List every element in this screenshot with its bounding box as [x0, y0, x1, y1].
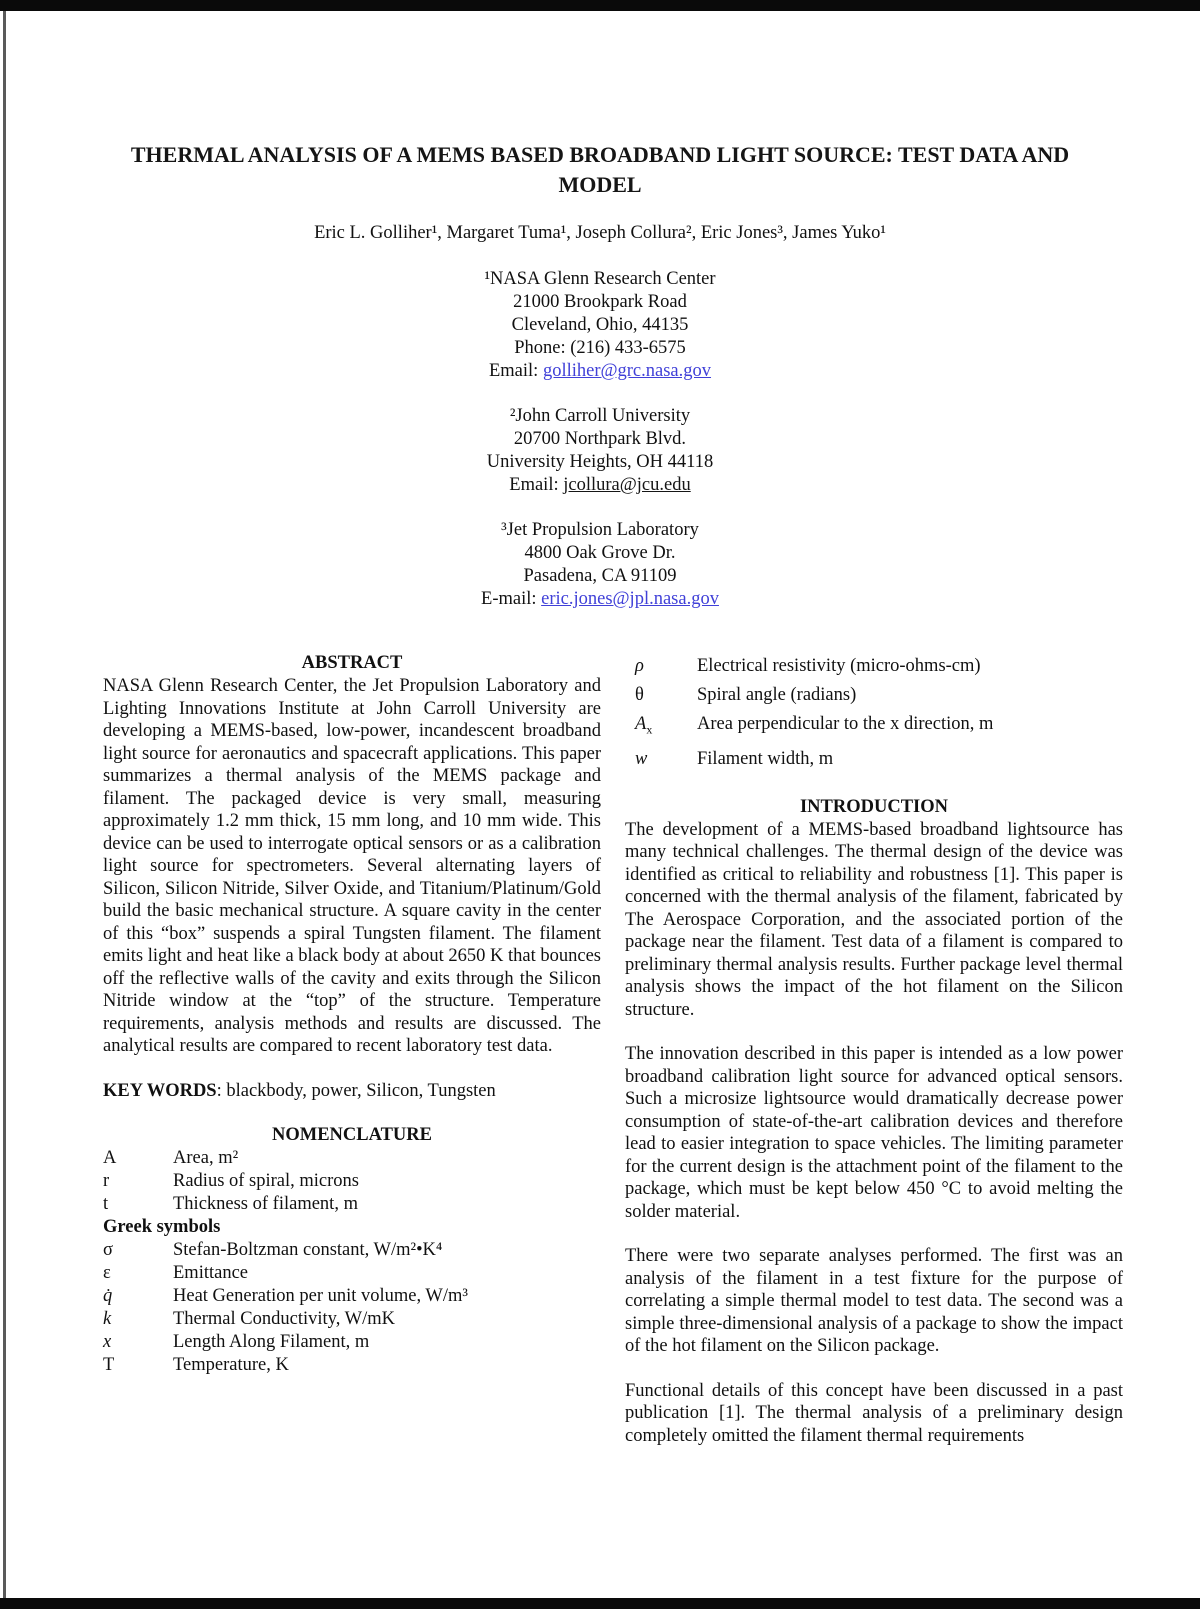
symbol-description: Electrical resistivity (micro-ohms-cm)	[697, 656, 981, 676]
symbol: ε	[103, 1263, 111, 1283]
nomenclature-heading: NOMENCLATURE	[272, 1125, 432, 1145]
symbol-description: Area perpendicular to the x direction, m	[697, 714, 994, 734]
symbol: k	[103, 1309, 112, 1329]
email-label: Email:	[509, 475, 559, 495]
affil-line: Pasadena, CA 91109	[523, 566, 677, 586]
nomenclature-list	[103, 1147, 601, 1377]
symbol: A	[103, 1148, 117, 1168]
nomenclature-row	[625, 652, 1123, 681]
nomenclature-row	[103, 1147, 601, 1170]
nomenclature-row	[103, 1331, 601, 1354]
introduction-heading: INTRODUCTION	[799, 796, 949, 817]
affil-line: Cleveland, Ohio, 44135	[511, 315, 689, 335]
nomenclature-row	[625, 745, 1123, 774]
affil-line: ¹NASA Glenn Research Center	[484, 269, 716, 289]
symbol-description: Radius of spiral, microns	[173, 1171, 360, 1191]
nomenclature-row	[103, 1193, 601, 1216]
email-link-eric-jones[interactable]: eric.jones@jpl.nasa.gov	[541, 589, 719, 609]
nomenclature-row	[103, 1354, 601, 1377]
symbol-description: Temperature, K	[173, 1355, 289, 1375]
nomenclature-row	[625, 710, 1123, 745]
symbol: T	[103, 1355, 115, 1375]
symbol-description: Spiral angle (radians)	[697, 685, 857, 705]
affiliation-john-carroll	[95, 405, 1105, 497]
right-column	[625, 652, 1123, 1469]
keywords-line	[103, 1080, 601, 1103]
symbol: q̇	[103, 1286, 113, 1306]
top-border-bar	[0, 0, 1200, 11]
nomenclature-row	[103, 1308, 601, 1331]
symbol: w	[635, 748, 648, 769]
introduction-paragraph: The innovation described in this paper is intended as a low power broadband calibration light source for advanced optical sensors. Such a microsize lightsource would dramatically decrease power consumption of state-of-the-art calibration devices and therefore lead to easier integration to space vehicles. The limiting parameter for the current design is the attachment point of the filament to the package, which must be kept below 450 °C to avoid melting the solder material.	[625, 1044, 1123, 1222]
introduction-paragraph: The development of a MEMS-based broadband lightsource has many technical challenges. The thermal design of the device was identified as critical to reliability and robustness [1]. This paper is concerned with the thermal analysis of the filament, fabricated by The Aerospace Corporation, and the associated portion of the package near the filament. Test data of a filament is compared to preliminary thermal analysis results. Further package level thermal analysis shows the impact of the hot filament on the Silicon structure.	[625, 819, 1123, 1020]
abstract-paragraph: NASA Glenn Research Center, the Jet Propulsion Laboratory and Lighting Innovations Institute at John Carroll University are developing a MEMS-based, low-power, incandescent broadband light source for aeronautics and spacecraft applications. This paper summarizes a thermal analysis of the MEMS package and filament. The packaged device is very small, measuring approximately 1.2 mm thick, 15 mm long, and 10 mm wide. This device can be used to interrogate optical sensors or as a calibration light source for spectrometers. Several alternating layers of Silicon, Silicon Nitride, Silver Oxide, and Titanium/Platinum/Gold build the basic mechanical structure. A square cavity in the center of this “box” suspends a spiral Tungsten filament. The filament emits light and heat like a black body at about 2650 K that bounces off the reflective walls of the cavity and exits through the Silicon Nitride window at the “top” of the structure. Temperature requirements, analysis methods and results are discussed. The analytical results are compared to recent laboratory test data.	[103, 676, 601, 1056]
affil-line: Phone: (216) 433-6575	[514, 338, 686, 358]
symbol-description: Heat Generation per unit volume, W/m³	[173, 1286, 468, 1306]
affiliation-nasa-glenn	[95, 268, 1105, 383]
affil-email-line	[95, 360, 1105, 383]
nomenclature-group-header: Greek symbols	[103, 1217, 221, 1237]
email-label: E-mail:	[481, 589, 537, 609]
email-link-jcollura[interactable]: jcollura@jcu.edu	[563, 475, 691, 495]
nomenclature-row	[103, 1170, 601, 1193]
paper-title: THERMAL ANALYSIS OF A MEMS BASED BROADBAND LIGHT SOURCE: TEST DATA AND MODEL	[130, 142, 1070, 197]
keywords-list: : blackbody, power, Silicon, Tungsten	[216, 1080, 496, 1101]
symbol-description: Emittance	[173, 1263, 248, 1283]
affiliations-block	[95, 268, 1105, 633]
affil-email-line	[95, 588, 1105, 611]
symbol: θ	[635, 685, 644, 705]
nomenclature-row	[103, 1285, 601, 1308]
abstract-heading: ABSTRACT	[301, 653, 403, 673]
symbol-description: Length Along Filament, m	[173, 1332, 370, 1352]
affil-line: University Heights, OH 44118	[486, 452, 714, 472]
affil-line: ³Jet Propulsion Laboratory	[501, 520, 699, 540]
nomenclature-row	[625, 681, 1123, 710]
symbol: x	[103, 1332, 112, 1352]
email-label: Email:	[488, 361, 539, 381]
symbol-description: Area, m²	[173, 1148, 239, 1168]
affil-line: 21000 Brookpark Road	[513, 292, 687, 312]
introduction-paragraph: There were two separate analyses performed. The first was an analysis of the filament in a test fixture for the purpose of correlating a simple thermal model to test data. The second was a simple three-dimensional analysis of a package to show the impact of the hot filament on the Silicon package.	[625, 1246, 1123, 1357]
introduction-paragraph: Functional details of this concept have been discussed in a past publication [1]. The thermal analysis of a preliminary design completely omitted the filament thermal requirements	[625, 1380, 1123, 1446]
symbol-description: Stefan-Boltzman constant, W/m²•K⁴	[173, 1240, 443, 1260]
nomenclature-row	[103, 1262, 601, 1285]
symbol-description: Filament width, m	[697, 748, 834, 769]
affiliation-jpl	[95, 519, 1105, 611]
symbol: $A_x$	[635, 714, 653, 737]
authors-line: Eric L. Golliher¹, Margaret Tuma¹, Joseph Collura², Eric Jones³, James Yuko¹	[314, 223, 886, 243]
symbol: σ	[103, 1240, 113, 1260]
bottom-border-bar	[0, 1598, 1200, 1609]
two-column-body	[103, 652, 1123, 1469]
nomenclature-list-continued	[625, 652, 1123, 774]
affil-line: 20700 Northpark Blvd.	[513, 429, 687, 449]
symbol: r	[103, 1171, 110, 1191]
nomenclature-row	[103, 1239, 601, 1262]
symbol: ρ	[635, 656, 644, 676]
affil-line: 4800 Oak Grove Dr.	[524, 543, 676, 563]
symbol-description: Thermal Conductivity, W/mK	[173, 1309, 395, 1329]
left-column	[103, 652, 601, 1469]
keywords-label: KEY WORDS	[103, 1080, 217, 1101]
affil-line: ²John Carroll University	[509, 406, 691, 426]
symbol: t	[103, 1194, 109, 1214]
email-link-golliher[interactable]: golliher@grc.nasa.gov	[542, 361, 712, 381]
symbol-description: Thickness of filament, m	[173, 1194, 358, 1214]
left-edge-line	[3, 11, 6, 1598]
affil-email-line	[95, 474, 1105, 497]
